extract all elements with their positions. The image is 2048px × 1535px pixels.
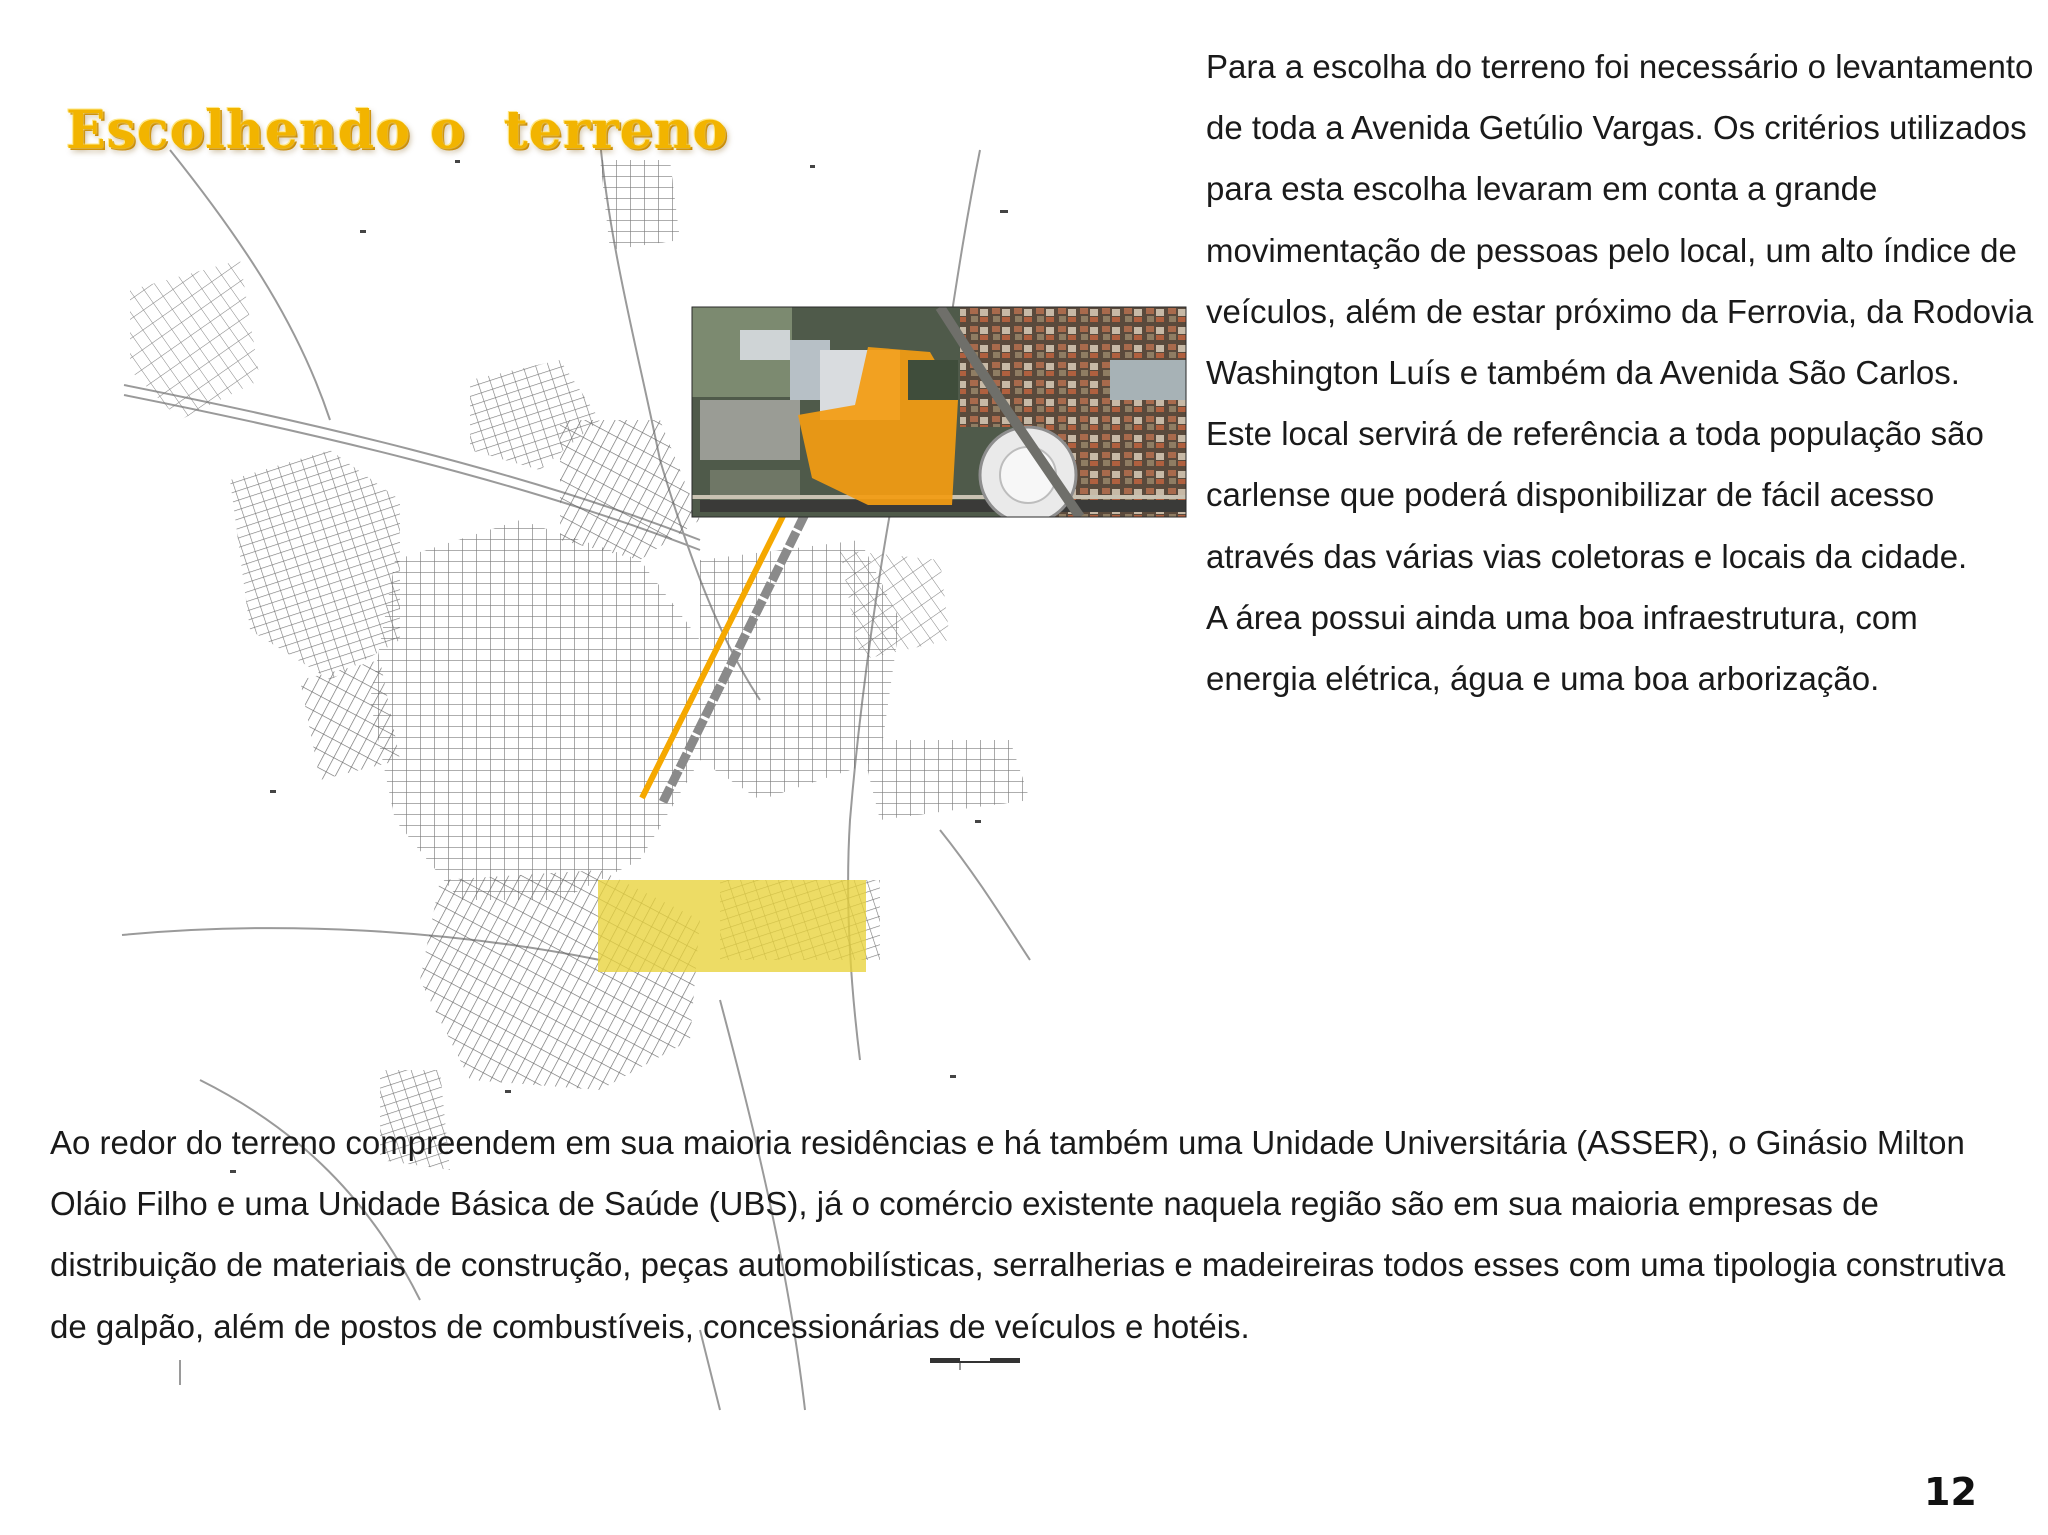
page-number: 12 xyxy=(1924,1470,1977,1514)
right-text-block xyxy=(1206,36,2036,709)
aerial-photo-inset xyxy=(692,307,1186,523)
paragraph-reference: Este local servirá de referência a toda população são carlense que poderá disponibilizar de fácil acesso através das várias vias coletoras e locais da cidade. xyxy=(1206,415,1984,575)
highlight-zone xyxy=(598,880,866,972)
scale-bar xyxy=(930,1358,1020,1370)
bottom-text-block: Ao redor do terreno compreendem em sua maioria residências e há também uma Unidade Universitária (ASSER), o Ginásio Milton Oláio Filho e uma Unidade Básica de Saúde (UBS), já o comércio existente naquela região são em sua maioria empresas de distribuição de materiais de construção, peças automobilísticas, serralherias e madeireiras todos esses com uma tipologia construtiva de galpão, além de postos de combustíveis, concessionárias de veículos e hotéis. xyxy=(50,1124,2006,1345)
paragraph-site-choice: Para a escolha do terreno foi necessário o levantamento de toda a Avenida Getúlio Vargas. Os critérios utilizados para esta escolha levaram em conta a grande movimentação de pessoas pelo local, um alto índice de veículos, além de estar próximo da Ferrovia, da Rodovia Washington Luís e também da Avenida São Carlos. xyxy=(1206,48,2034,392)
paragraph-infrastructure: A área possui ainda uma boa infraestrutura, com energia elétrica, água e uma boa arborização. xyxy=(1206,598,1918,698)
page-title: Escolhendo o terreno xyxy=(66,100,729,161)
